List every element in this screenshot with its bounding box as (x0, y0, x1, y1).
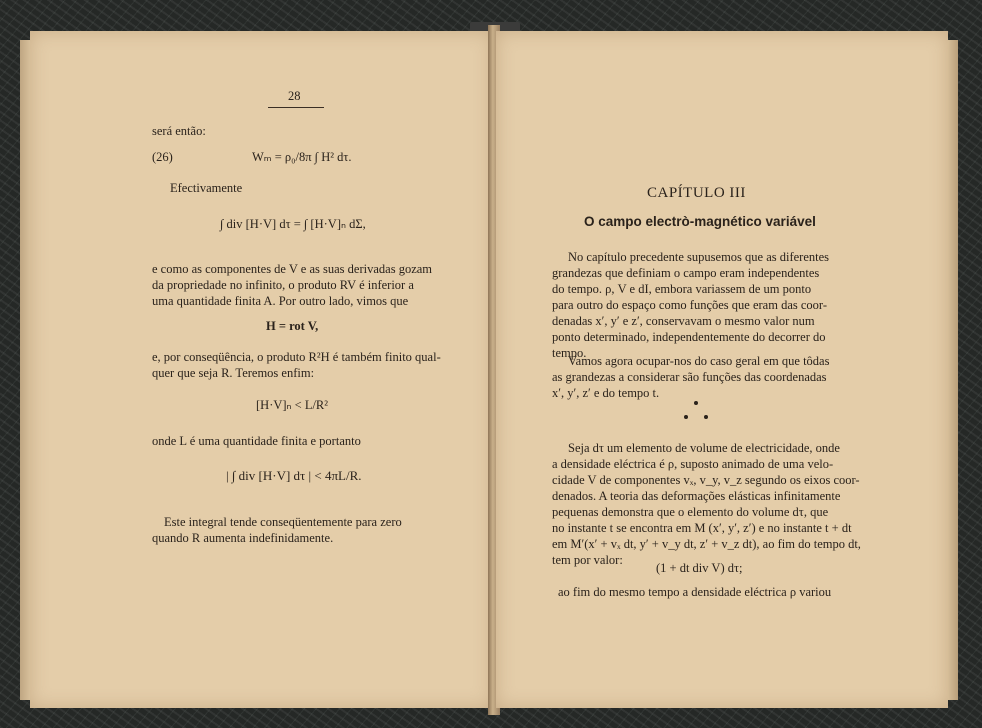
absolute-inequality: | ∫ div [H·V] dτ | < 4πL/R. (226, 468, 362, 483)
effectively-text: Efectivamente (170, 181, 243, 195)
right-page (496, 31, 948, 708)
paragraph-line: ponto determinado, independentemente do decorrer do (552, 330, 826, 344)
chapter-title: O campo electrò-magnético variável (584, 214, 816, 229)
equation-number: (26) (152, 150, 173, 164)
rot-equation: H = rot V, (266, 319, 319, 333)
paragraph-line: x′, y′, z′ e do tempo t. (552, 386, 660, 400)
paragraph-line: uma quantidade finita A. Por outro lado, vimos que (152, 294, 409, 308)
paragraph-line: quer que seja R. Teremos enfim: (152, 366, 315, 380)
paragraph-line: No capítulo precedente supusemos que as diferentes (568, 250, 830, 264)
left-page (30, 31, 492, 708)
section-ornament-dot (694, 401, 698, 405)
paragraph-line: cidade V de componentes vₓ, v_y, v_z segundo os eixos coor- (552, 473, 860, 487)
paragraph-line: a densidade eléctrica é ρ, suposto animado de uma velo- (552, 457, 834, 471)
paragraph-line: Este integral tende conseqüentemente para zero (164, 515, 402, 529)
inequality-equation: [H·V]ₙ < L/R² (256, 398, 329, 412)
paragraph-line: ao fim do mesmo tempo a densidade eléctrica ρ variou (558, 585, 832, 599)
page-number: 28 (288, 89, 301, 103)
paragraph-line: tem por valor: (552, 553, 623, 567)
section-ornament-dot (684, 415, 688, 419)
divergence-equation: ∫ div [H·V] dτ = ∫ [H·V]ₙ dΣ, (220, 217, 366, 231)
equation-26: Wₘ = ρ₀/8π ∫ H² dτ. (252, 150, 352, 164)
paragraph-line: denados. A teoria das deformações elásticas infinitamente (552, 489, 841, 503)
section-ornament-dot (704, 415, 708, 419)
paragraph-line: e, por conseqüência, o produto R²H é também finito qual- (152, 350, 441, 364)
chapter-heading: CAPÍTULO III (647, 185, 746, 201)
page-number-rule (268, 107, 324, 108)
volume-equation: (1 + dt div V) dτ; (656, 561, 743, 575)
paragraph-line: para outro do espaço como funções que eram das coor- (552, 298, 827, 312)
intro-text: será então: (152, 124, 206, 138)
paragraph-line: grandezas que definiam o campo eram independentes (552, 266, 820, 280)
paragraph-line: denadas x′, y′ e z′, conservavam o mesmo valor num (552, 314, 815, 328)
paragraph-line: onde L é uma quantidade finita e portanto (152, 434, 361, 448)
paragraph-line: Seja dτ um elemento de volume de electricidade, onde (568, 441, 840, 455)
paragraph-line: do tempo. ρ, V e dI, embora variassem de um ponto (552, 282, 812, 296)
paragraph-line: tempo. (552, 346, 587, 360)
paragraph-line: pequenas demonstra que o elemento do volume dτ, que (552, 505, 829, 519)
paragraph-line: da propriedade no infinito, o produto RV é inferior a (152, 278, 414, 292)
paragraph-line: em M′(x′ + vₓ dt, y′ + v_y dt, z′ + v_z dt), ao fim do tempo dt, (552, 537, 861, 551)
paragraph-line: quando R aumenta indefinidamente. (152, 531, 334, 545)
paragraph-line: e como as componentes de V e as suas derivadas gozam (152, 262, 433, 276)
paragraph-line: as grandezas a considerar são funções das coordenadas (552, 370, 827, 384)
paragraph-line: Vamos agora ocupar-nos do caso geral em que tôdas (568, 354, 830, 368)
paragraph-line: no instante t se encontra em M (x′, y′, z′) e no instante t + dt (552, 521, 852, 535)
